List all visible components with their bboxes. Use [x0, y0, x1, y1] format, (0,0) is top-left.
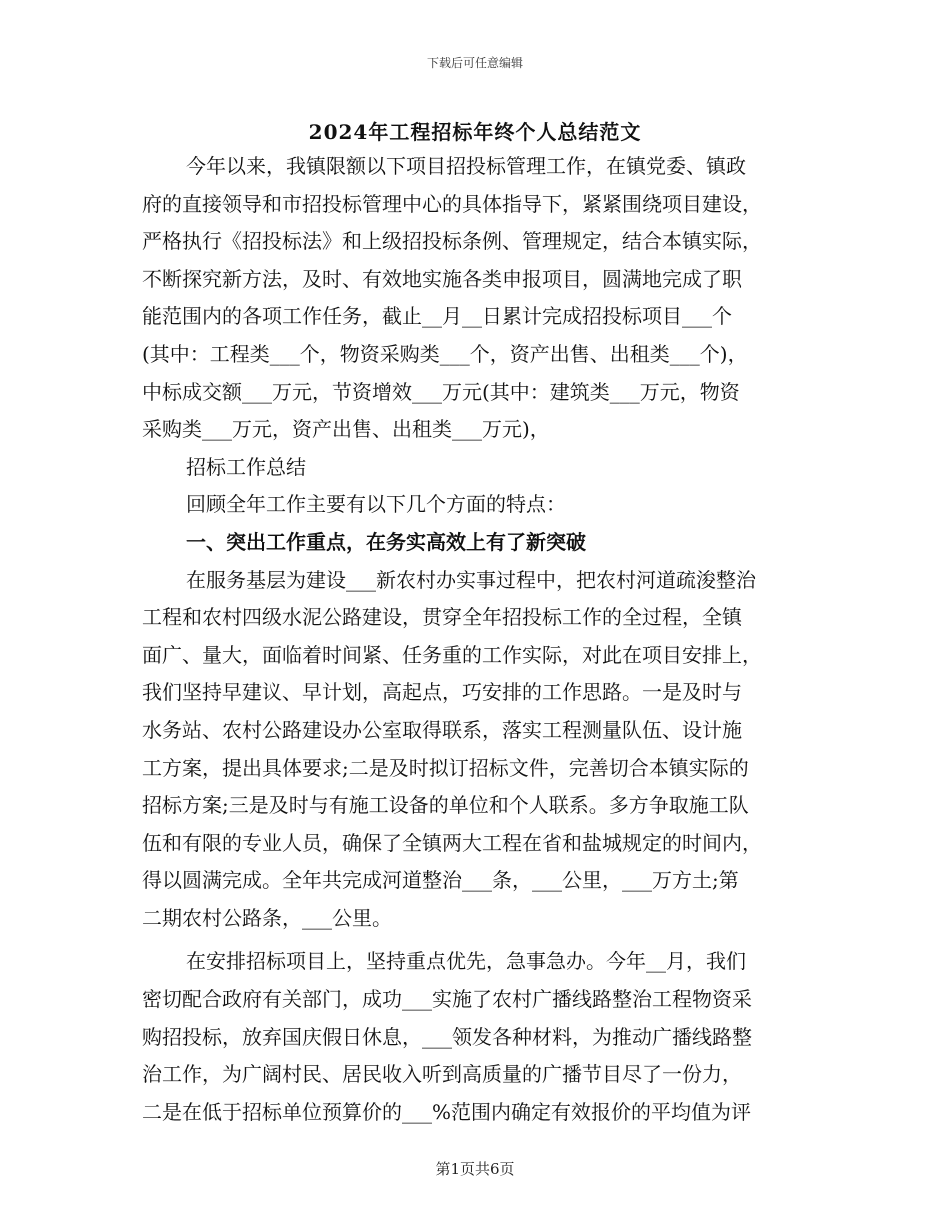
document-body	[142, 148, 808, 1131]
header-note: 下载后可任意编辑	[426, 56, 523, 70]
paragraph-line: 招标方案;三是及时与有施工设备的单位和个人联系。多方争取施工队	[142, 793, 749, 818]
paragraph-line: 在服务基层为建设___新农村办实事过程中，把农村河道疏浚整治	[186, 567, 756, 592]
document-title: 2024年工程招标年终个人总结范文	[308, 120, 642, 144]
section-label: 招标工作总结	[186, 454, 306, 479]
paragraph-line: 不断探究新方法，及时、有效地实施各类申报项目，圆满地完成了职	[142, 266, 742, 291]
paragraph-line: 府的直接领导和市招投标管理中心的具体指导下，紧紧围绕项目建设，	[142, 191, 762, 216]
paragraph-line: 购招投标，放弃国庆假日休息，___领发各种材料，为推动广播线路整	[142, 1024, 752, 1049]
paragraph-line: 采购类___万元，资产出售、出租类___万元)，	[142, 417, 550, 442]
paragraph-line: 面广、量大，面临着时间紧、任务重的工作实际，对此在项目安排上，	[142, 642, 762, 667]
paragraph-line: 我们坚持早建议、早计划，高起点，巧安排的工作思路。一是及时与	[142, 680, 742, 705]
paragraph-line: (其中：工程类___个，物资采购类___个，资产出售、出租类___个)，	[142, 341, 748, 366]
paragraph-line: 伍和有限的专业人员，确保了全镇两大工程在省和盐城规定的时间内，	[142, 830, 762, 855]
paragraph-line: 严格执行《招投标法》和上级招投标条例、管理规定，结合本镇实际，	[142, 229, 762, 254]
paragraph-line: 今年以来，我镇限额以下项目招投标管理工作，在镇党委、镇政	[186, 154, 746, 178]
paragraph-line: 二期农村公路条，___公里。	[142, 905, 392, 930]
paragraph-line: 在安排招标项目上，坚持重点优先，急事急办。今年__月，我们	[186, 949, 746, 974]
page-number: 第1页共6页	[435, 1160, 515, 1178]
paragraph-line: 得以圆满完成。全年共完成河道整治___条，___公里，___万方土;第	[142, 868, 739, 893]
paragraph-line: 二是在低于招标单位预算价的___%范围内确定有效报价的平均值为评	[142, 1099, 752, 1124]
paragraph-line: 水务站、农村公路建设办公室取得联系，落实工程测量队伍、设计施	[142, 717, 742, 742]
paragraph-line: 中标成交额___万元，节资增效___万元(其中：建筑类___万元，物资	[142, 379, 740, 404]
paragraph-line: 密切配合政府有关部门，成功___实施了农村广播线路整治工程物资采	[142, 987, 752, 1012]
section-heading: 一、突出工作重点，在务实高效上有了新突破	[186, 529, 586, 554]
paragraph-line: 工方案，提出具体要求;二是及时拟订招标文件，完善切合本镇实际的	[142, 755, 749, 780]
paragraph-line: 治工作，为广阔村民、居民收入听到高质量的广播节目尽了一份力，	[142, 1062, 742, 1087]
paragraph-line: 工程和农村四级水泥公路建设，贯穿全年招投标工作的全过程，全镇	[142, 605, 742, 630]
paragraph-line: 回顾全年工作主要有以下几个方面的特点：	[186, 492, 566, 517]
paragraph-line: 能范围内的各项工作任务，截止__月__日累计完成招投标项目___个	[142, 304, 732, 329]
